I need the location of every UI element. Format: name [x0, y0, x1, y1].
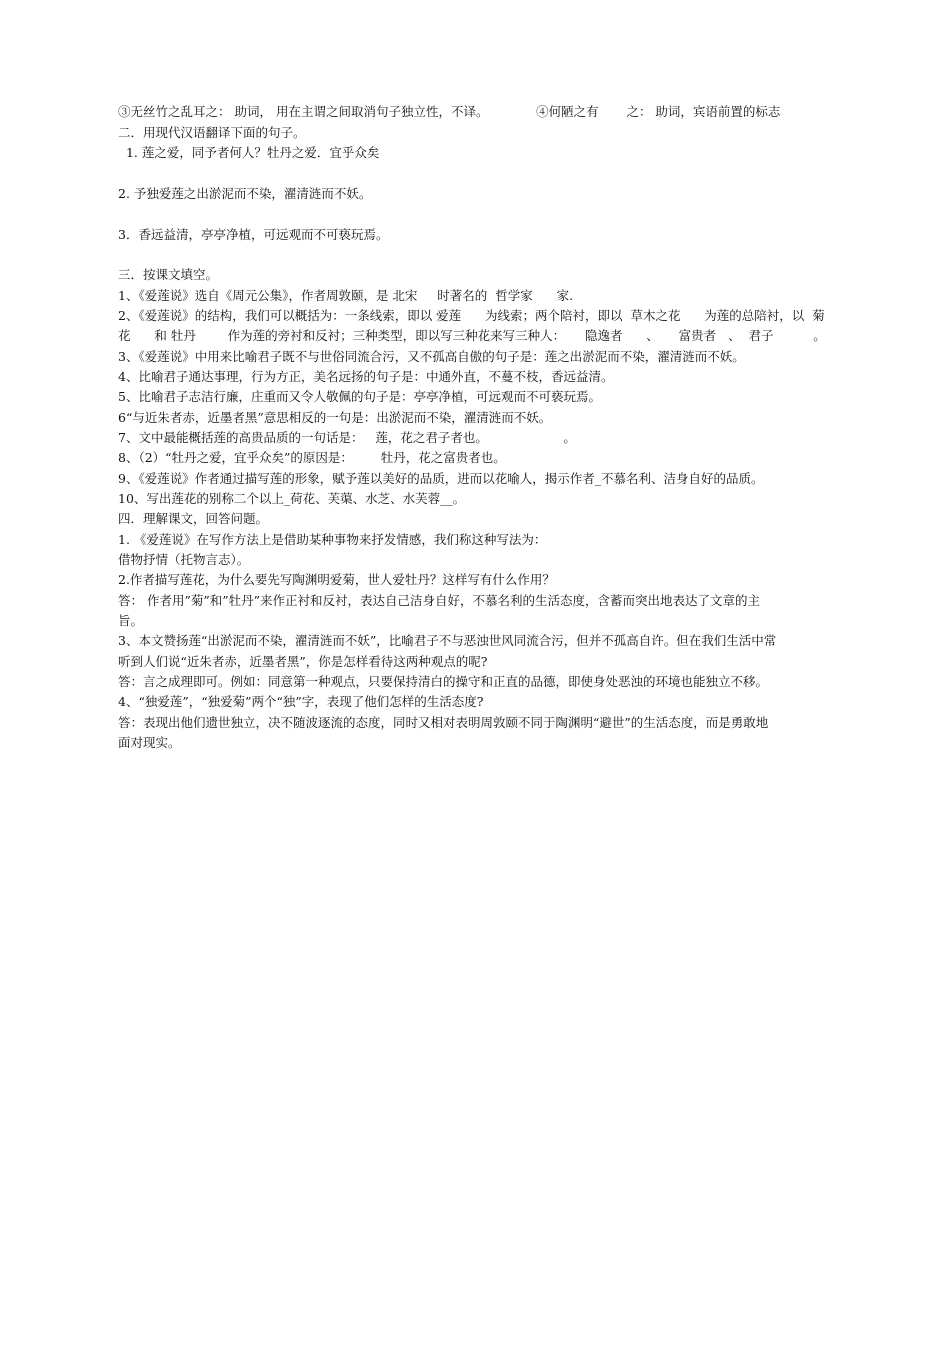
- text-line-14: 7、文中最能概括莲的高贵品质的一句话是： 莲，花之君子者也。 。: [118, 430, 576, 445]
- text-line-10: 3、《爱莲说》中用来比喻君子既不与世俗同流合污，又不孤高自傲的句子是：莲之出淤泥而不染，濯清涟而不妖。: [118, 349, 745, 364]
- section-heading-3: 三．按课文填空。: [118, 267, 219, 282]
- text-line-15: 8、（2）“牡丹之爱，宜乎众矣”的原因是： 牡丹，花之富贵者也。: [118, 450, 506, 465]
- text-line-29: 面对现实。: [118, 735, 181, 750]
- text-line-20: 借物抒情（托物言志）。: [118, 552, 250, 567]
- text-line-28: 答：表现出他们遗世独立，决不随波逐流的态度，同时又相对表明周敦颐不同于陶渊明“避世”的生活态度，而是勇敢地: [118, 715, 769, 730]
- text-line-27: 4、“独爱莲”，“独爱菊”两个“独”字，表现了他们怎样的生活态度?: [118, 694, 484, 709]
- text-line-22: 答： 作者用”菊”和”牡丹”来作正衬和反衬，表达自己洁身自好，不慕名利的生活态度，含蓄而突出地表达了文章的主: [118, 593, 761, 608]
- text-line-12: 5、比喻君子志洁行廉，庄重而又令人敬佩的句子是：亭亭净植，可远观而不可亵玩焉。: [118, 389, 601, 404]
- text-line-9: 花 和 牡丹 作为莲的旁衬和反衬；三种类型，即以写三种花来写三种人： 隐逸者 、 富贵者 、 君子 。: [118, 328, 826, 343]
- section-heading-2: 二．用现代汉语翻译下面的句子。: [118, 125, 306, 140]
- text-line-1: ③无丝竹之乱耳之： 助词， 用在主谓之间取消句子独立性，不译。 ④何陋之有 之： 助词，宾语前置的标志: [118, 104, 781, 119]
- text-line-21: 2.作者描写莲花，为什么要先写陶渊明爱菊，世人爱牡丹？这样写有什么作用？: [118, 572, 555, 587]
- text-line-24: 3、本文赞扬莲“出淤泥而不染，濯清涟而不妖”，比喻君子不与恶浊世风同流合污，但并不孤高自许。但在我们生活中常: [118, 633, 777, 648]
- text-line-19: 1. 《爱莲说》在写作方法上是借助某种事物来抒发情感，我们称这种写法为：: [118, 532, 547, 547]
- text-line-23: 旨。: [118, 613, 144, 628]
- text-line-17: 10、写出莲花的别称二个以上_荷花、芙蕖、水芝、水芙蓉__。: [118, 491, 466, 506]
- text-line-16: 9、《爱莲说》作者通过描写莲的形象，赋予莲以美好的品质，进而以花喻人，揭示作者_不慕名利、洁身自好的品质。: [118, 471, 764, 486]
- text-line-5: 3．香远益清，亭亭净植，可远观而不可亵玩焉。: [118, 227, 389, 242]
- text-line-7: 1、《爱莲说》选自《周元公集》，作者周敦颐，是 北宋 时著名的 哲学家 家.: [118, 288, 574, 303]
- text-line-26: 答：言之成理即可。例如：同意第一种观点，只要保持清白的操守和正直的品德，即使身处恶浊的环境也能独立不移。: [118, 674, 769, 689]
- text-line-4: 2. 予独爱莲之出淤泥而不染，濯清涟而不妖。: [118, 186, 372, 201]
- text-line-11: 4、比喻君子通达事理，行为方正，美名远扬的句子是：中通外直，不蔓不枝，香远益清。: [118, 369, 614, 384]
- text-line-8: 2、《爱莲说》的结构，我们可以概括为：一条线索，即以 爱莲 为线索；两个陪衬，即以 草木之花 为莲的总陪衬，以 菊: [118, 308, 825, 323]
- text-line-3: 1. 莲之爱，同予者何人？牡丹之爱．宜乎众矣: [118, 145, 380, 160]
- text-line-25: 听到人们说“近朱者赤，近墨者黑”，你是怎样看待这两种观点的呢?: [118, 654, 488, 669]
- text-line-13: 6“与近朱者赤，近墨者黑”意思相反的一句是：出淤泥而不染，濯清涟而不妖。: [118, 410, 552, 425]
- section-heading-4: 四．理解课文，回答问题。: [118, 511, 269, 526]
